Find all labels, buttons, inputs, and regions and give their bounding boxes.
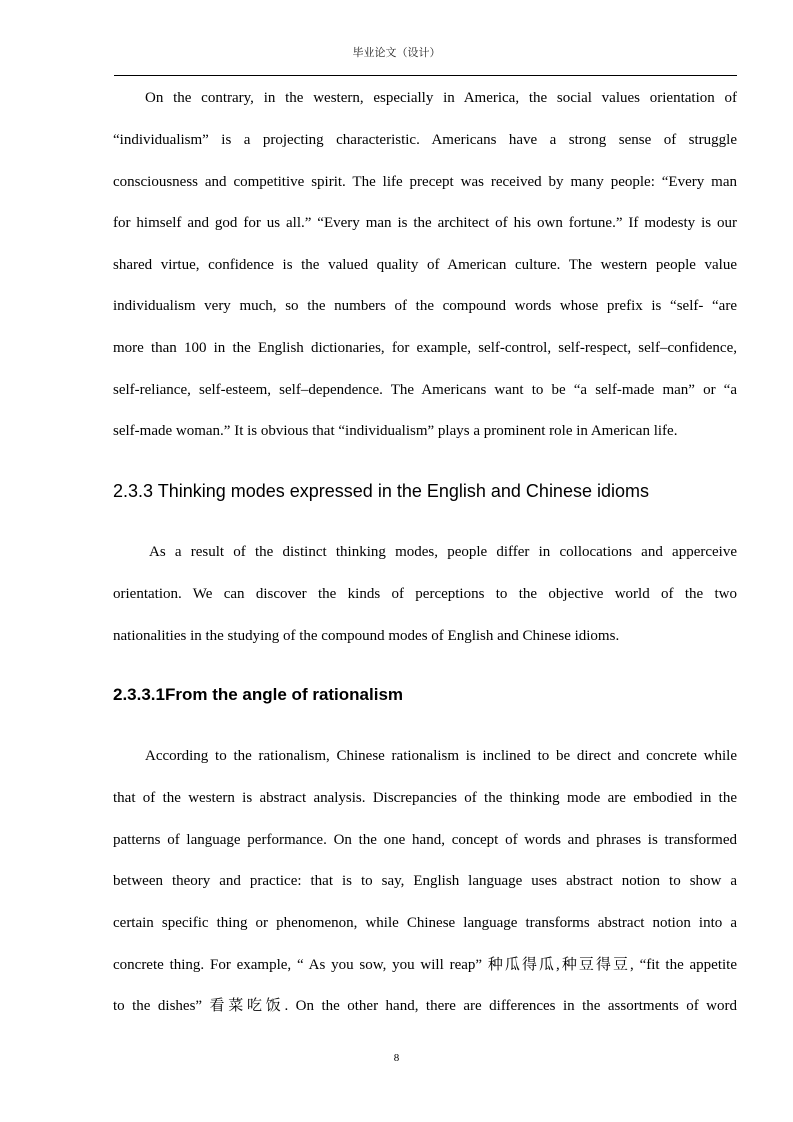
paragraph-line: On the contrary, in the western, especially in America, the social values orientation of (145, 90, 737, 106)
paragraph-line: self-reliance, self-esteem, self–dependence. The Americans want to be “a self-made man” or “a (113, 382, 737, 398)
paragraph-line: patterns of language performance. On the one hand, concept of words and phrases is transformed (113, 832, 737, 848)
paragraph-line: certain specific thing or phenomenon, while Chinese language transforms abstract notion into a (113, 915, 737, 931)
paragraph-line: orientation. We can discover the kinds of perceptions to the objective world of the two (113, 586, 737, 602)
paragraph-line: consciousness and competitive spirit. The life precept was received by many people: “Every man (113, 174, 737, 190)
paragraph-line: According to the rationalism, Chinese rationalism is inclined to be direct and concrete while (145, 748, 737, 764)
paragraph-line: “individualism” is a projecting characteristic. Americans have a strong sense of struggle (113, 132, 737, 148)
header-rule (114, 75, 737, 76)
paragraph-line: to the dishes” 看菜吃饭. On the other hand, there are differences in the assortments of word (113, 998, 737, 1014)
paragraph-line: that of the western is abstract analysis. Discrepancies of the thinking mode are embodied in the (113, 790, 737, 806)
paragraph-line: more than 100 in the English dictionaries, for example, self-control, self-respect, self–confidence, (113, 340, 737, 356)
section-heading: 2.3.3 Thinking modes expressed in the English and Chinese idioms (113, 481, 649, 501)
subsection-heading: 2.3.3.1From the angle of rationalism (113, 685, 404, 704)
paragraph-line: As a result of the distinct thinking modes, people differ in collocations and apperceive (149, 544, 737, 560)
paragraph-line: between theory and practice: that is to say, English language uses abstract notion to show a (113, 873, 737, 889)
paragraph-line: self-made woman.” It is obvious that “individualism” plays a prominent role in American life. (113, 423, 678, 439)
paragraph-line: individualism very much, so the numbers of the compound words whose prefix is “self- “are (113, 298, 737, 314)
paragraph-line: for himself and god for us all.” “Every man is the architect of his own fortune.” If modesty is our (113, 215, 737, 231)
page-number: 8 (393, 1052, 400, 1064)
paragraph-line: concrete thing. For example, “ As you sow, you will reap” 种瓜得瓜,种豆得豆, “fit the appetite (113, 957, 737, 973)
paragraph-line: nationalities in the studying of the compound modes of English and Chinese idioms. (113, 628, 620, 644)
page-header: 毕业论文（设计） (352, 46, 441, 59)
paragraph-line: shared virtue, confidence is the valued quality of American culture. The western people value (113, 257, 737, 273)
